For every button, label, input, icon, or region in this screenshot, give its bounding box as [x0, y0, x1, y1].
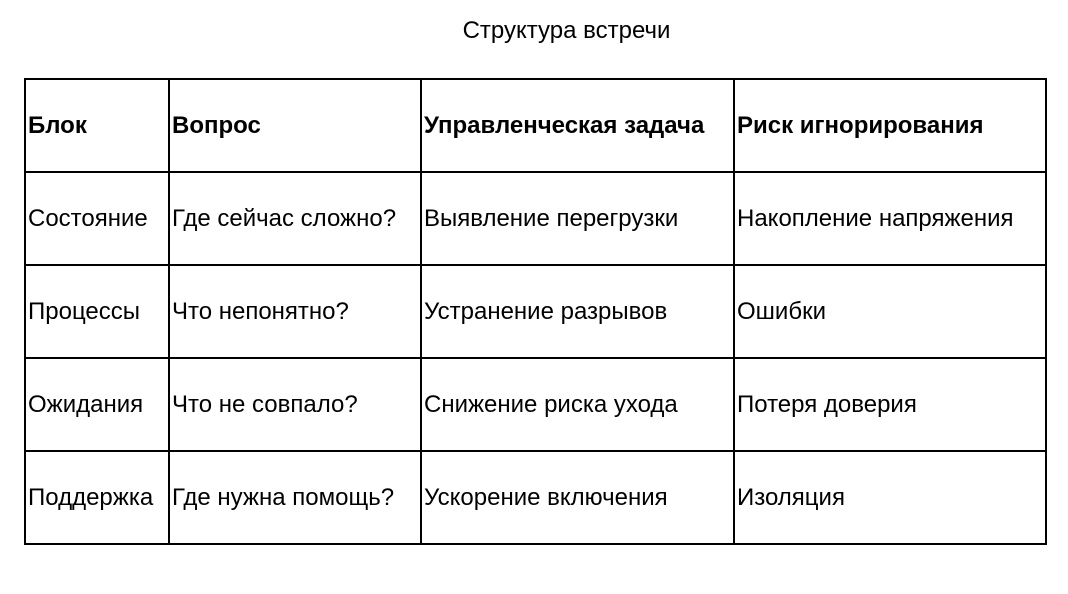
table-cell: Выявление перегрузки [421, 172, 734, 265]
table-cell: Изоляция [734, 451, 1046, 544]
table-cell: Накопление напряжения [734, 172, 1046, 265]
meeting-structure-table [24, 78, 1047, 545]
table-row [25, 358, 1046, 451]
table-cell: Ошибки [734, 265, 1046, 358]
header-cell-block: Блок [25, 79, 169, 172]
table-cell: Где нужна помощь? [169, 451, 421, 544]
table-cell: Потеря доверия [734, 358, 1046, 451]
table-header-row [25, 79, 1046, 172]
table-cell: Устранение разрывов [421, 265, 734, 358]
table-row [25, 172, 1046, 265]
table-row [25, 265, 1046, 358]
table-cell: Снижение риска ухода [421, 358, 734, 451]
table-row [25, 451, 1046, 544]
page-title: Структура встречи [462, 17, 671, 44]
table-cell: Ускорение включения [421, 451, 734, 544]
header-cell-management-task: Управленческая задача [421, 79, 734, 172]
table-cell: Процессы [25, 265, 169, 358]
table-cell: Поддержка [25, 451, 169, 544]
header-cell-question: Вопрос [169, 79, 421, 172]
table-cell: Что не совпало? [169, 358, 421, 451]
table-cell: Что непонятно? [169, 265, 421, 358]
table-cell: Где сейчас сложно? [169, 172, 421, 265]
table-cell: Ожидания [25, 358, 169, 451]
table-cell: Состояние [25, 172, 169, 265]
header-cell-ignoring-risk: Риск игнорирования [734, 79, 1046, 172]
